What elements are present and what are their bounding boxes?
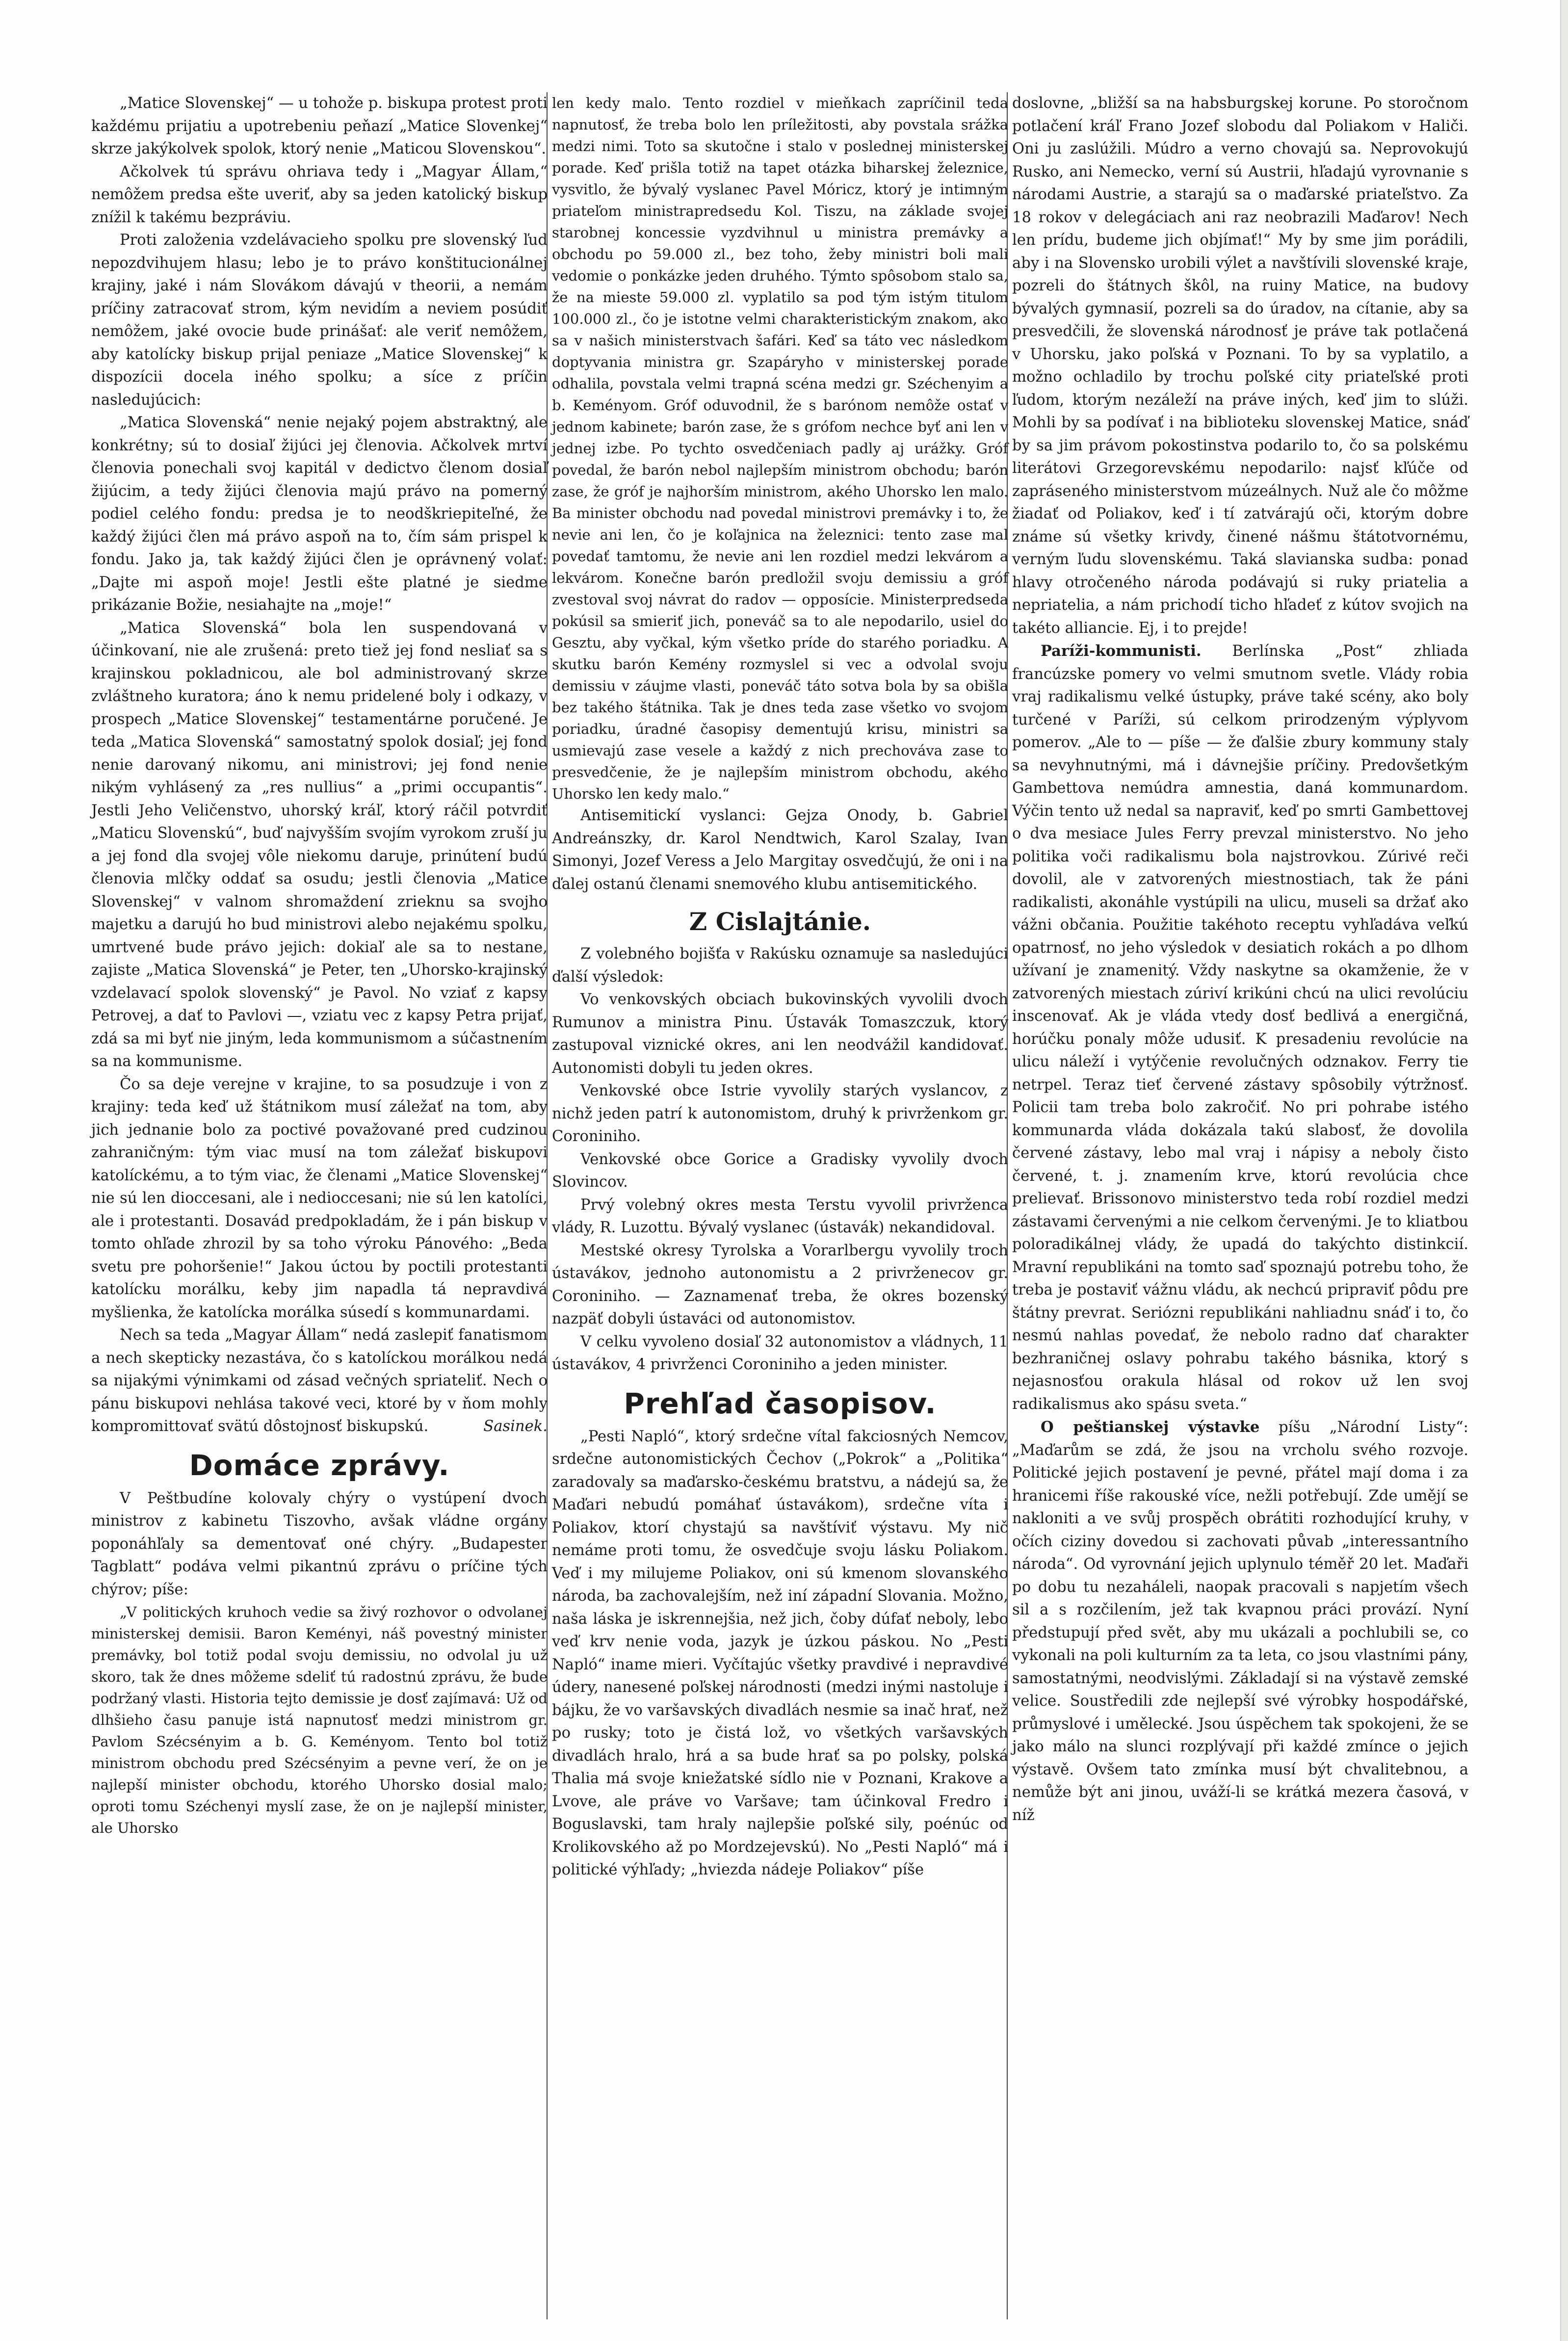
section-heading-domace: Domáce zprávy. [189,1448,450,1482]
paragraph-text: píšu „Národní Listy“: „Maďarům se zdá, že jsou na vrcholu svého rozvoje. Politické jejich postavení je pevné, přátel mají doma i za hranicemi říše rakouské více, nežli potřebují. Zde umějí se nakloniti a ve svůj prospěch obrátiti rozhodující kruhy, v očích ciziny dovedou si zachovati půvab „interessantního národa“. Od vyrovnání jejich uplynulo téměř 20 let. Maďaři po dobu tu nezaháleli, naopak pracovali s napjetím všech sil a s rozčilením, jež tak kvapnou práci provází. Nyní předstupují před svět, aby mu ukázali a pochlubili se, co vykonali na poli kulturním za ta leta, co jsou vlastními pány, samostatnými, neodvislými. Základají si na výstavě zemské velice. Soustředili zde nejlepší své výrobky hospodářské, průmyslové i umělecké. Jsou úspěchem tak spokojeni, že se jako málo na slunci rozplývají při každé zmínce o jejich výstavě. Ovšem tato zmínka musí být chvalitebnou, a nemůže být ani jinou, uváží-li se krátká mezera časová, v níž [1012,1419,1468,1824]
paragraph: Mestské okresy Tyrolska a Vorarlbergu vyvolily troch ústavákov, jednoho autonomistu a 2 privrženecov gr. Coroniniho. — Zaznamenať treba, že okres bozenský nazpäť dobyli ústaváci od autonomistov. [552,1242,1008,1327]
paragraph [91,1324,548,1438]
quoted-paragraph: len kedy malo. Tento rozdiel v mieňkach zapríčinil teda napnutosť, že treba bolo len príležitosti, aby povstala srážka medzi nimi. Toto sa skutočne i stalo v poslednej ministerskej porade. Keď prišla totiž na tapet otázka biharskej železnice, vysvitlo, že bývalý vyslanec Pavel Móricz, ktorý je intimným priateľom ministrapredsedu Kol. Tiszu, na základe svojej starobnej koncessie vyzdvihnul u ministra premávky a obchodu po 59.000 zl., bez toho, žeby ministri boli mali vedomie o ponkázke jeden druhého. Týmto spôsobom stalo sa, že na mieste 59.000 zl. vyplatilo sa pod tým istým titulom 100.000 zl., čo je istotne velmi charakteristickým znakom, ako sa v našich ministerstvach šafári. Keď sa táto vec následkom doptyvania ministra gr. Szapáryho v ministerskej porade odhalila, povstala velmi trapná scéna medzi gr. Széchenyim a b. Keményom. Gróf oduvodnil, že s barónom nemôže ostať v jednom kabinete; barón zase, že s grófom nechce byť ani len v jednej izbe. Po tychto osvedčeniach padly aj urážky. Gróf povedal, že barón nebol najlepším ministrom obchodu; barón zase, že gróf je najhorším ministrom, akého Uhorsko len malo. Ba minister obchodu nad povedal ministrovi premávky i to, že nevie ani len, čo je koľajnica na železnici: tento zase mal povedať tamtomu, že nevie ani len rozdiel medzi lekvárom a lekvárom. Konečne barón predložil svoju demissiu a gróf zvestoval svoj návrat do radov — opposície. Ministerpredseda pokúsil sa smieriť jich, poneváč sa to ale nepodarilo, usiel do Gesztu, aby vyčkal, kým všetko príde do starého poriadku. A skutku barón Kemény rozmyslel si vec a odvolal svoju demissiu v záujme vlasti, poneváč táto sotva bola by sa obišla bez takého štátnika. Tak je dnes teda zase všetko vo svojom poriadku, úradné časopisy dementujú krisu, ministri sa usmievajú zase vesele a každý z nich prechováva zase to presvedčenie, že je najlepším ministrom obchodu, akého Uhorsko len kedy malo.“ [552,95,1008,802]
paragraph: V Peštbudíne kolovaly chýry o vystúpení dvoch ministrov z kabinetu Tiszovho, avšak vládne orgány poponáhľaly sa dementovať oné chýry. „Budapester Tagblatt“ podáva velmi pikantnú zprávu o príčine tých chýrov; píše: [91,1489,548,1598]
paragraph: „Matica Slovenská“ bola len suspendovaná v účinkovaní, nie ale zrušená: preto tiež jej fond nesliať sa s krajinskou pokladnicou, ale bol administrovaný skrze zvláštneho kuratora; áno k nemu pridelené boly i odkazy, v prospech „Matice Slovenskej“ testamentárne poručené. Je teda „Matica Slovenská“ samostatný spolok dosiaľ; jej fond nenie darovaný nikomu, ani ministrovi; jej fond nenie nikým vyhlásený za „res nullius“ a „primi occupantis“. Jestli Jeho Veličenstvo, uhorský kráľ, ktorý ráčil potvrdiť „Maticu Slovenskú“, buď najvyšším svojím vyrokom zruší ju a jej fond dla svojej vôle niekomu daruje, prinútení budú členovia mlčky oddať sa osudu; jestli členovia „Matice Slovenskej“ v valnom shromaždení zrieknu sa svojho majetku a darujú ho bud ministrovi alebo nejakému spolku, umrtvené bude právo jejich: dokiaľ ale sa to nestane, zajiste „Matica Slovenská“ je Peter, ten „Uhorsko-krajinský vzdelavací spolok slovenský“ je Pavol. No vziať z kapsy Petrovej, a dať to Pavlovi —, vziatu vec z kapsy Petra prijať, zdá sa mi byť nie jiným, leda kommunismom a súčastnením sa na kommunisme. [91,619,548,1070]
paragraph: V celku vyvoleno dosiaľ 32 autonomistov a vládnych, 11 ústavákov, 4 privrženci Coroniniho a jeden minister. [552,1333,1008,1373]
column-2 [552,92,1008,1882]
run-in-heading: O peštianskej výstavke [1041,1418,1260,1436]
paragraph: Ačkolvek tú správu ohriava tedy i „Magyar Állam,“ nemôžem predsa ešte uveriť, aby sa jeden katolický biskup znížil k takému bezpráviu. [91,163,548,226]
paragraph: Antisemitickí vyslanci: Gejza Onody, b. Gabriel Andreánszky, dr. Karol Nendtwich, Karol Szalay, Ivan Simonyi, Jozef Veress a Jelo Margitay osvedčujú, že oni i na ďalej ostanú členami snemového klubu antisemitického. [552,807,1008,893]
page-edge [1560,0,1568,2341]
paragraph-text: Berlínska „Post“ zhliada francúzske pomery vo velmi smutnom svetle. Vlády robia vraj radikalismu velké ústupky, práve také scény, ako boly turčené v Paríži, sú celkom prirodzeným výplyvom pomerov. „Ale to — píše — že ďalšie zbury kommuny staly sa nevyhnutnými, má i dávnejšie príčiny. Predovšetkým Gambettova nemúdra amnestia, daná kommunardom. Výčin tento už nedal sa napraviť, keď po smrti Gambettovej o dva mesiace Jules Ferry prevzal ministerstvo. No jeho politika voči radikalismu bola najstrovkou. Zúrivé reči dovolil, ale v zatvorených miestnostiach, tak že páni radikalisti, akonáhle vystúpili na ulicu, museli sa držať ako vážni občania. Použitie takéhoto receptu vyhľadáva veľkú opatrnosť, no jeho výsledok v desiatich rokách a po dlhom užívaní je znamenitý. Vždy naskytne sa okamženie, že v zatvorených miestach zúriví krikúni chcú na ulici revolúciu inscenovať. Ak je vláda vtedy dosť bedlivá a energičná, horúčku ponaly môže udusiť. K presadeniu revolúcie na ulicu náleží i vytýčenie revolučných odznakov. Ferry tie netrpel. Teraz tieť červené zástavy spôsobily výtržnosť. Policii tam treba bolo zakročiť. No pri pohrabe istého kommunarda vláda dokázala takú slabosť, že dovolila červené zástavy, lebo mal vraj i nápisy a neboly čisto červené, t. j. znamením krve, ktorú revolúcia chce prelievať. Brissonovo ministerstvo teda robí rozdiel medzi zástavami červenými a nie celkom červenými. Je to kliatbou poloradikálnej vlády, že upadá do takýchto distinkcií. Mravní republikáni na tomto saď spoznajú potrebu toho, že treba je postaviť vážnu vládu, ak nechcú pripraviť pôdu pre štátny prevrat. Seriózni republikáni nahliadnu snáď i to, čo nesmú nahlas povedať, že nebolo radno dať charakter bezhraničnej oslavy pohrabu takého básnika, ktorý s nejasnosťou orakula hlásal od rokov už len svoj radikalismus ako spásu sveta.“ [1012,643,1468,1413]
paragraph: „Matica Slovenská“ nenie nejaký pojem abstraktný, ale konkrétny; sú to dosiaľ žijúci jej členovia. Ačkolvek mrtví členovia ponechali svoj kapitál v dedictvo členom dosiaľ žijúcim, a tedy žijúci členovia majú právo na pomerný podiel celého fondu: predsa je to neodškriepiteľné, že každý žijúci člen má právo aspoň na to, čím sám prispel k fondu. Jako ja, tak každý žijúci člen je oprávnený volať: „Dajte mi aspoň moje! Jestli ešte platné je siedme prikázanie Božie, nesiahajte na „moje!“ [91,414,548,614]
run-in-heading: Paríži-kommunisti. [1041,642,1202,660]
paragraph-text: Nech sa teda „Magyar Állam“ nedá zaslepiť fanatismom a nech skepticky nezastáva, čo s katolíckou morálkou nedá sa nijakými výnimkami od zásad večných spriateliť. Nech o pánu biskupovi nehlása takové veci, ktoré by v ňom mohly kompromittovať svätú dôstojnosť biskupskú. [91,1327,548,1435]
column-3 [1012,92,1468,1827]
paragraph: Venkovské obce Istrie vyvolily starých vyslancov, z nichž jeden patrí k autonomistom, druhý k privrženkom gr. Coroniniho. [552,1082,1008,1145]
paragraph: Vo venkovských obciach bukovinských vyvolili dvoch Rumunov a ministra Pinu. Ústavák Tomaszczuk, ktorý zastupoval viznické okres, ani len neodvážil kandidovať. Autonomisti dobyli tu jeden okres. [552,991,1008,1077]
paragraph [1012,640,1468,1416]
section-heading-cislajtania: Z Cislajtánie. [689,907,871,936]
paragraph: Venkovské obce Gorice a Gradisky vyvolily dvoch Slovincov. [552,1150,1008,1191]
quoted-paragraph: „V politických kruhoch vedie sa živý rozhovor o odvolanej ministerskej demisii. Baron Keményi, náš povestný minister premávky, bol totiž podal svoju demissiu, no odvolal ju už skoro, tak že dnes môžeme sdeliť tú radostnú zprávu, že bude podržaný vlasti. Historia tejto demissie je dosť zajímavá: Už od dlhšieho času panuje istá napnutosť medzi ministrom gr. Pavlom Szécsényim a b. G. Keményom. Tento bol totiž ministrom obchodu pred Szécsényim a pevne verí, že on je najlepší minister obchodu, ktorého Uhorsko dosial malo; oproti tomu Széchenyi myslí zase, že on je najlepší minister, ale Uhorsko [91,1604,548,1836]
paragraph: Z volebného bojišťa v Rakúsku oznamuje sa nasledujúci ďalší výsledok: [552,945,1008,986]
section-heading-prehlad: Prehľad časopisov. [624,1386,937,1420]
paragraph: „Matice Slovenskej“ — u tohože p. biskupa protest proti každému prijatiu a upotrebeniu peňazí „Matice Slovenkej“ skrze jakýkolvek spolok, ktorý nenie „Maticou Slovenskou“. [91,95,548,157]
paragraph: „Pesti Napló“, ktorý srdečne vítal fakciosných Nemcov, srdečne autonomistických Čechov („Pokrok“ a „Politika“ zaradovaly sa maďarsko-českému bratstvu, a nádejú sa, že Maďari nebudú pomáhať ústavákom), srdečne víta i Poliakov, ktorí chystajú sa navštíviť výstavu. My nič nemáme proti tomu, že osvedčuje svoju lásku Poliakom. Veď i my milujeme Poliakov, oni sú kmenom slovanského národa, ba zachovalejším, než iní západní Slovania. Možno, naša láska je iskrennejšia, než jich, čoby dúfať neboly, lebo veď krv nenie voda, jazyk je úzkou páskou. No „Pesti Napló“ iname mieri. Vyčítajúc všetky pravdivé i nepravdivé údery, nanesené poľskej národnosti (medzi inými nastoluje i bájku, že vo varšavských divadlách nesmie sa inač hrať, než po rusky; toto je čistá lož, vo všetkých varšavských divadlách hralo, hrá a sa bude hrať sa po polsky, polská Thalia má svoje kniežatské sídlo nie v Poznani, Krakove a Lvove, ale práve vo Varšave; tam účinkoval Fredro i Boguslavski, tam hraly najlepšie poľské sily, poénúc od Krolikovského až po Mordzejevskú). No „Pesti Napló“ má i politické výhľady; „hviezda nádeje Poliakov“ píše [552,1428,1008,1878]
paragraph: doslovne, „bližší sa na habsburgskej korune. Po storočnom potlačení kráľ Frano Jozef slobodu dal Poliakom v Haliči. Oni ju zaslúžili. Múdro a verno chovajú sa. Neprovokujú Rusko, ani Nemecko, verní sú Austrii, hľadajú vyrovnanie s národami Austrie, a starajú sa o maďarské priateľstvo. Za 18 rokov v delegáciach ani raz neobrazili Maďarov! Nech len prídu, budeme jich objímať!“ My by sme jim porádili, aby i na Slovensko urobili výlet a navštívili slovenské kraje, pozreli do štátnych škôl, na ruiny Matice, na budovy bývalých gymnasií, pozreli sa do úradov, na cítanie, aby sa presvedčili, že slovenská národnosť je práve tak potlačená v Uhorsku, jako poľská v Poznani. To by sa vyplatilo, a možno ochladilo by trochu poľské city priateľské proti ľudom, ktorým nezáleží na práve iných, keď jim to slúži. Mohli by sa podívať i na biblioteku slovenskej Matice, snáď by sa jim právom pokostinstva podarilo to, čo sa polskému literátovi Grzegorevskému nepodarilo: najsť kľúče od zapráseného ministerstvom múzeálnych. Nuž ale čo môžme žiadať od Poliakov, keď i tí zatvárajú oči, ktorým dobre známe sú všetky krivdy, činené nášmu štátotvornému, verným ľudu slovenskému. Taká slavianska sudba: ponad hlavy otročeného národa podávajú si ruky priatelia a nepriatelia, a nám prichodí ticho hľadeť z kútov svojich na takéto alliancie. Ej, i to prejde! [1012,95,1468,637]
paragraph: Proti založenia vzdelávacieho spolku pre slovenský ľud nepozdvihujem hlasu; lebo je to právo konštitucionálnej krajiny, jaké i nám Slovákom dávajú v theorii, a nemám príčiny zatracovať strom, kým nevidím a neviem posúdiť nemôžem, jaké ovocie bude prinášať: ale veriť nemôžem, aby katolícky biskup prijal peniaze „Matice Slovenskej“ k dispozícii docela iného spolku; a síce z príčin nasledujúcich: [91,232,548,409]
paragraph [1012,1416,1468,1827]
column-1 [91,92,548,1839]
paragraph: Čo sa deje verejne v krajine, to sa posudzuje i von z krajiny: teda keď už štátnikom musí záležať na tom, aby jich jednanie bolo za poctivé považované pred cudzinou zahraničným: tým viac musí na tom záležať biskupovi katolíckému, a to tým viac, že členami „Matice Slovenskej“ nie sú len dioccesani, ale i nedioccesani; nie sú len katolíci, ale i protestanti. Dosavád predpokladám, že i pán biskup v tomto ohľade zhrozil by sa toho výroku Pánového: „Beda svetu pre pohoršenie!“ Jakou úctou by poctili protestanti katolícku morálku, keby jim napadla tá nepravdivá myšlienka, že katolícka morálka súsedí s kommunardami. [91,1075,548,1321]
signature: Sasinek. [483,1418,548,1435]
paragraph: Prvý volebný okres mesta Terstu vyvolil privrženca vlády, R. Luzottu. Bývalý vyslanec (ústavák) nekandidoval. [552,1196,1008,1236]
